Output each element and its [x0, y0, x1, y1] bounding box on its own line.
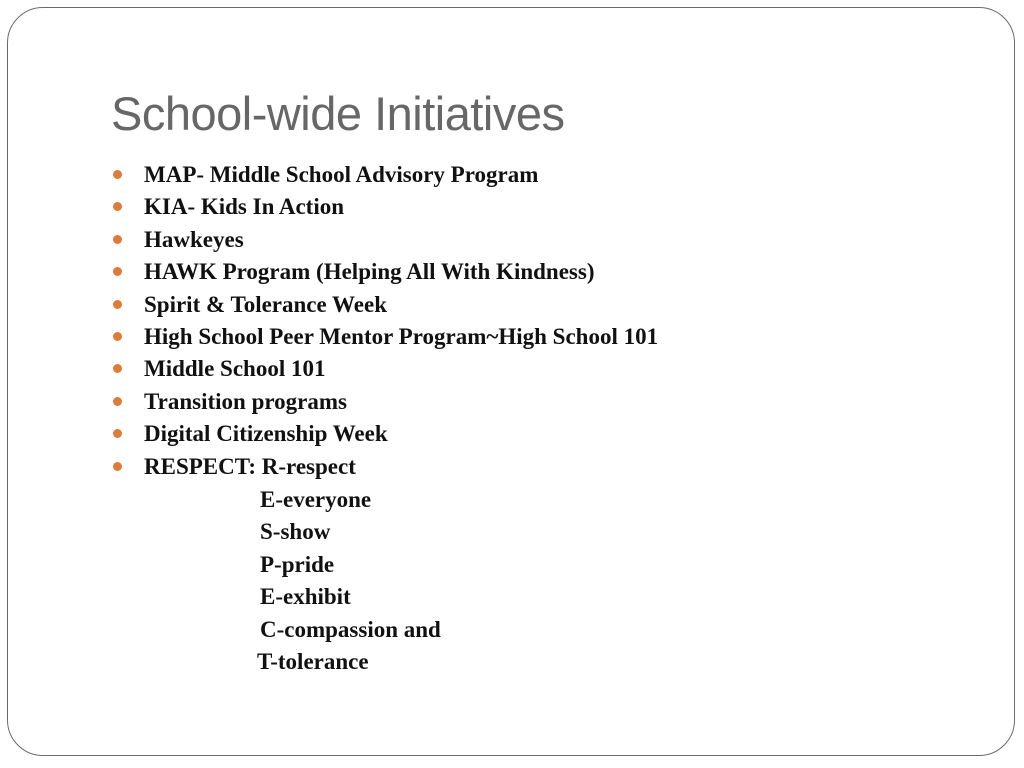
list-item-text: Spirit & Tolerance Week	[144, 291, 387, 317]
bullet-icon	[113, 397, 122, 406]
respect-line-p-pride: P-pride	[260, 552, 335, 577]
respect-line-e-everyone: E-everyone	[260, 487, 372, 512]
bullet-icon	[113, 300, 122, 309]
list-item-text: HAWK Program (Helping All With Kindness)	[144, 259, 595, 285]
list-item-text: Digital Citizenship Week	[144, 421, 388, 447]
list-item-text: High School Peer Mentor Program~High School 101	[144, 323, 659, 349]
list-item-text: KIA- Kids In Action	[144, 194, 345, 220]
respect-line-c-compassion: C-compassion and	[260, 617, 441, 642]
bullet-icon	[113, 235, 122, 244]
respect-line-t-tolerance: T-tolerance	[257, 649, 369, 674]
slide-title: School-wide Initiatives	[111, 87, 565, 140]
list-item-text: MAP- Middle School Advisory Program	[144, 162, 539, 187]
bullet-icon	[113, 462, 122, 471]
bullet-icon	[113, 170, 122, 179]
list-item-text: Transition programs	[144, 388, 347, 414]
respect-line-e-exhibit: E-exhibit	[260, 584, 351, 609]
list-item-text: Hawkeyes	[144, 226, 244, 252]
respect-line-s-show: S-show	[260, 519, 331, 544]
bullet-icon	[113, 332, 122, 341]
list-item-text: Middle School 101	[144, 356, 326, 382]
list-item-text: RESPECT: R-respect	[144, 453, 356, 479]
